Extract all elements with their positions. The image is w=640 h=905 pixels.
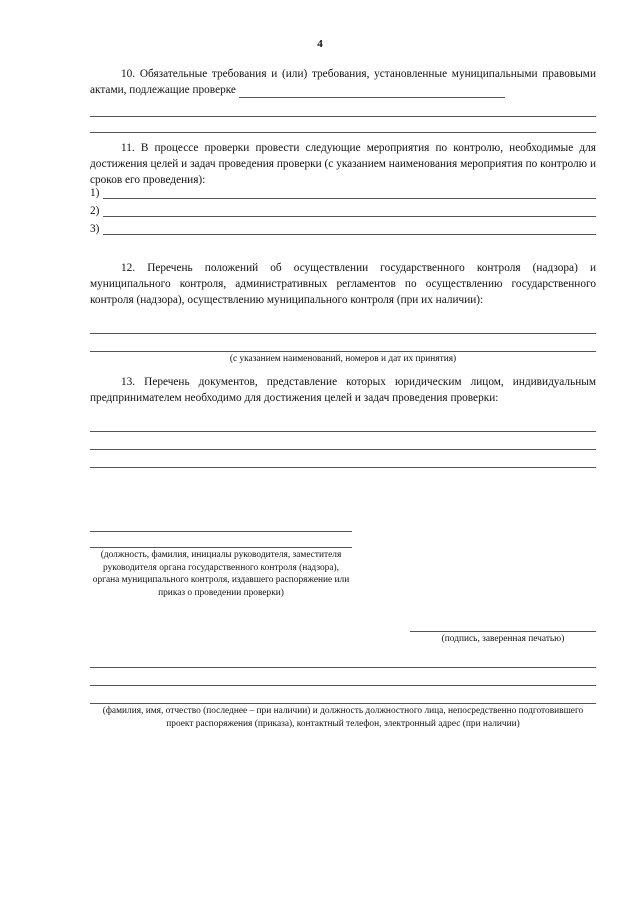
item-12-answer-line-1[interactable] (90, 333, 596, 334)
item-13-answer-line-2[interactable] (90, 449, 596, 450)
preparer-line-1[interactable] (90, 667, 596, 668)
item-10-answer-line-2[interactable] (90, 116, 596, 117)
item-13-text: 13. Перечень документов, представление которых юридическим лицом, индивидуальным предпринимателем необходимо для достижения целей и задач проведения проверки: (90, 376, 596, 404)
answer-field[interactable] (103, 204, 596, 217)
item-10-answer-line-3[interactable] (90, 132, 596, 133)
preparer-caption: (фамилия, имя, отчество (последнее – при наличии) и должность должностного лица, непосредственно подготовившего проект распоряжения (приказа), контактный телефон, электронный адрес (при наличии) (102, 706, 584, 729)
item-13-answer-line-1[interactable] (90, 431, 596, 432)
item-12-answer-line-2[interactable] (90, 351, 596, 352)
item-11-row-2[interactable] (90, 204, 596, 217)
page-number: 4 (317, 38, 323, 50)
signature-line[interactable] (410, 631, 596, 632)
item-11-row-1[interactable] (90, 186, 596, 199)
signer-line-2[interactable] (90, 547, 352, 548)
item-10-text: 10. Обязательные требования и (или) требования, установленные муниципальными правовыми актами, подлежащие проверке (90, 68, 596, 96)
item-12-caption: (с указанием наименований, номеров и дат их принятия) (229, 354, 457, 364)
item-12-text: 12. Перечень положений об осуществлении государственного контроля (надзора) и муниципального контроля, административных регламентов по осуществлению государственного контроля (надзора), осуществлению муниципального контроля (при их наличии): (90, 262, 596, 306)
answer-field[interactable] (103, 222, 596, 235)
preparer-line-2[interactable] (90, 685, 596, 686)
signature-caption: (подпись, заверенная печатью) (441, 634, 565, 644)
signer-line-1[interactable] (90, 531, 352, 532)
answer-field[interactable] (103, 186, 596, 199)
item-11-row-3[interactable] (90, 222, 596, 235)
row-number: 1) (90, 187, 100, 199)
item-13-answer-line-3[interactable] (90, 467, 596, 468)
preparer-line-3[interactable] (90, 703, 596, 704)
item-10 (90, 66, 596, 98)
item-10-answer-field[interactable] (239, 85, 505, 98)
signer-caption: (должность, фамилия, инициалы руководителя, заместителя руководителя органа государственного контроля (надзора), органа муниципального контроля, издавшего распоряжение или приказ о проведении проверки) (92, 550, 350, 598)
row-number: 3) (90, 223, 100, 235)
row-number: 2) (90, 205, 100, 217)
item-11-text: 11. В процессе проверки провести следующие мероприятия по контролю, необходимые для достижения целей и задач проведения проверки (с указанием наименования мероприятия по контролю и сроков его проведения): (90, 142, 596, 186)
